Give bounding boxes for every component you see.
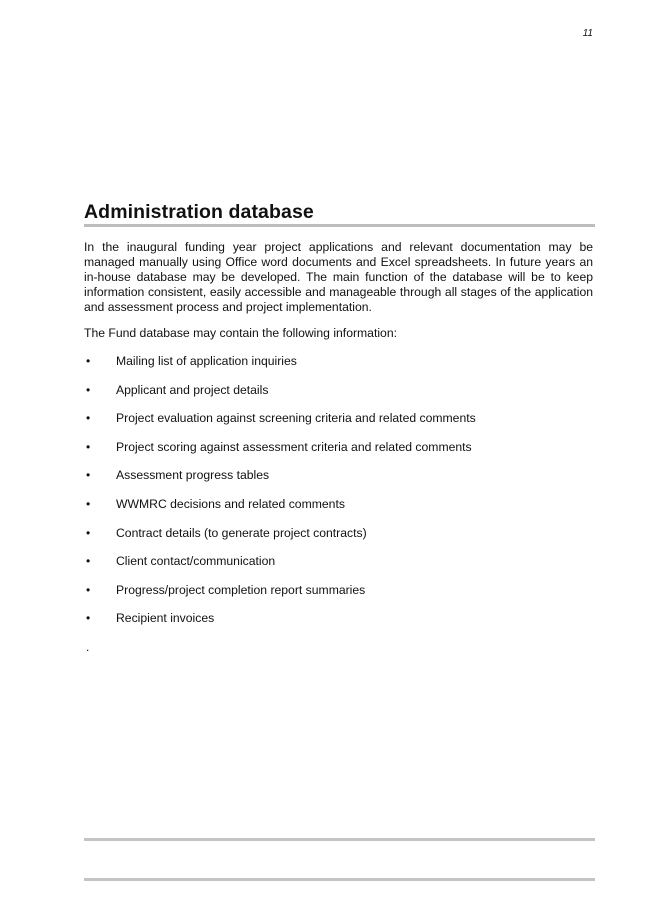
page-number: 11 bbox=[582, 28, 593, 39]
list-lead-in: The Fund database may contain the following information: bbox=[84, 326, 397, 340]
bullet-icon: • bbox=[86, 468, 91, 483]
bullet-icon: • bbox=[86, 582, 91, 597]
list-item-text: Contract details (to generate project contracts) bbox=[116, 525, 367, 540]
list-item-text: WWMRC decisions and related comments bbox=[116, 496, 345, 511]
list-item-text: Project evaluation against screening criteria and related comments bbox=[116, 411, 476, 426]
list-item-text: Mailing list of application inquiries bbox=[116, 354, 297, 368]
bullet-icon: • bbox=[86, 525, 91, 540]
list-item-text: Client contact/communication bbox=[116, 554, 276, 569]
bullet-icon: • bbox=[86, 496, 91, 511]
bullet-icon: • bbox=[86, 439, 91, 454]
footer-rule-bottom bbox=[84, 878, 595, 881]
title-underline bbox=[84, 224, 595, 227]
intro-paragraph: In the inaugural funding year project applications and relevant documentation may be managed manually using Office word documents and Excel spreadsheets. In future years an in-house database may be developed. The main function of the database will be to keep information consistent, easily accessible and manageable through all stages of the application and assessment process and project implementation. bbox=[84, 240, 593, 314]
section-title: Administration database bbox=[84, 201, 314, 223]
bullet-icon: • bbox=[86, 554, 91, 569]
list-item-text: Applicant and project details bbox=[116, 382, 269, 397]
list-item-text: Assessment progress tables bbox=[116, 468, 270, 483]
bullet-icon: • bbox=[86, 382, 91, 397]
list-item-text: Progress/project completion report summaries bbox=[116, 582, 366, 597]
bullet-icon: • bbox=[86, 611, 91, 626]
footer-rule-top bbox=[84, 838, 595, 841]
trailing-mark: . bbox=[86, 640, 90, 654]
bullet-icon: • bbox=[86, 354, 91, 368]
list-item-text: Recipient invoices bbox=[116, 611, 215, 626]
bullet-icon: • bbox=[86, 411, 91, 426]
list-item-text: Project scoring against assessment criteria and related comments bbox=[116, 439, 472, 454]
